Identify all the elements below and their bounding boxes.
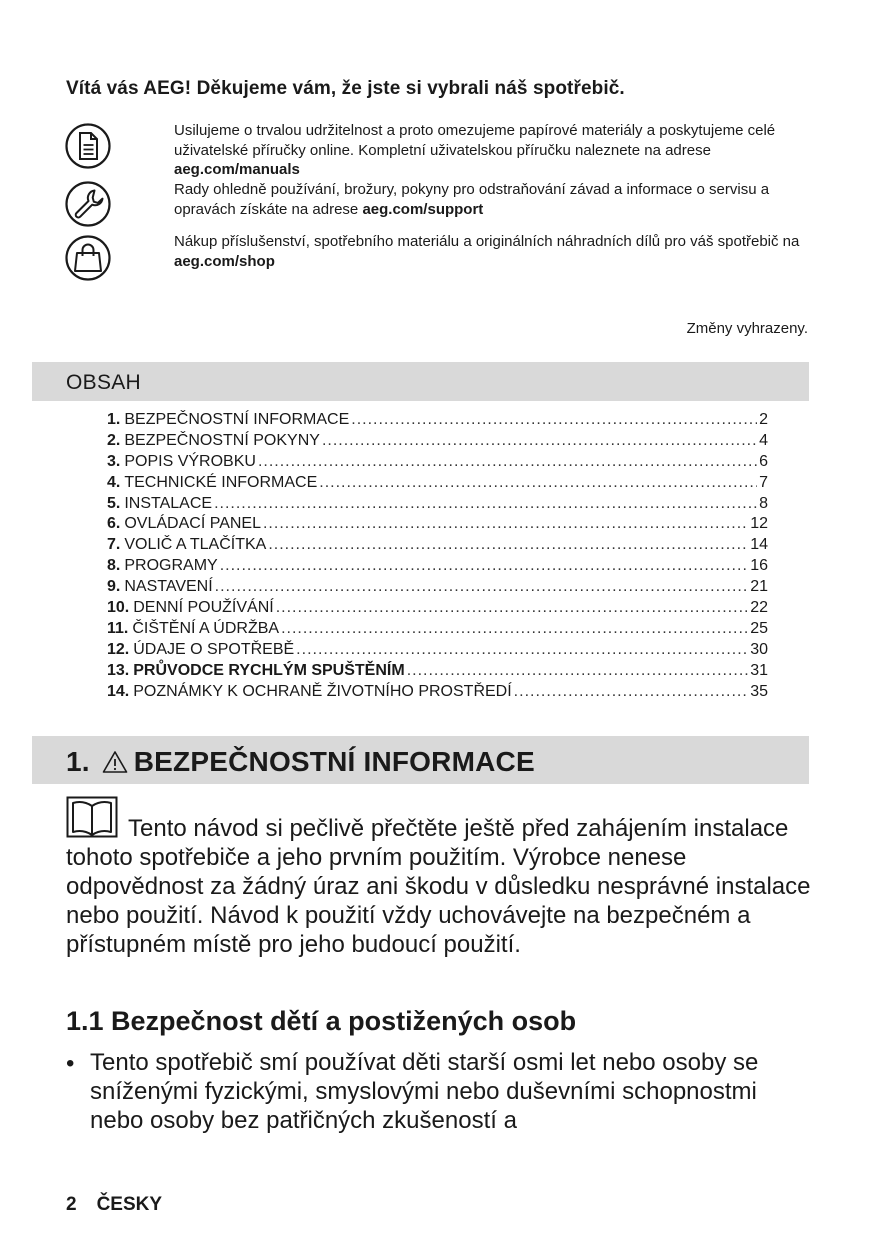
toc-item-page: 12 <box>750 515 768 533</box>
toc-item-page: 14 <box>750 536 768 554</box>
info-shop <box>174 232 814 271</box>
manuals-link[interactable]: aeg.com/manuals <box>174 161 300 178</box>
toc-item-page: 4 <box>759 431 768 449</box>
toc-item-page: 25 <box>750 619 768 637</box>
toc-item[interactable] <box>107 514 768 535</box>
info-support <box>174 180 814 219</box>
toc-item[interactable] <box>107 640 768 661</box>
toc-item[interactable] <box>107 535 768 556</box>
toc-item-label: BEZPEČNOSTNÍ INFORMACE <box>124 411 350 428</box>
toc-item-label: POZNÁMKY K OCHRANĚ ŽIVOTNÍHO PROSTŘEDÍ <box>133 682 512 700</box>
toc-item-label: POPIS VÝROBKU <box>124 452 256 470</box>
page-number: 2 <box>66 1194 77 1215</box>
toc-leader-dots <box>214 494 757 515</box>
subsection-title: 1.1 Bezpečnost dětí a postižených osob <box>66 1006 577 1036</box>
info-shop-text: Nákup příslušenství, spotřebního materiálu a originálních náhradních dílů pro váš spotřebič na <box>174 233 800 250</box>
welcome-heading: Vítá vás AEG! Děkujeme vám, že jste si vybrali náš spotřebič. <box>66 78 625 99</box>
toc-item-number: 3. <box>107 452 121 470</box>
toc-item-number: 1. <box>107 411 121 428</box>
support-link[interactable]: aeg.com/support <box>362 200 484 218</box>
toc-item-page: 7 <box>759 473 768 491</box>
toc-item-label: DENNÍ POUŽÍVÁNÍ <box>133 599 274 617</box>
toc-item-number: 13. <box>107 661 130 679</box>
toc-item[interactable] <box>107 598 768 619</box>
toc-item[interactable] <box>107 473 768 494</box>
safety-intro-text <box>66 814 811 959</box>
toc-item[interactable] <box>107 431 768 452</box>
toc-item-number: 4. <box>107 473 121 491</box>
bullet-text: Tento spotřebič smí používat děti starší osmi let nebo osoby se sníženými fyzickými, smyslovými nebo duševními schopnostmi nebo osoby bez patřičných zkušeností a <box>90 1049 759 1134</box>
toc-item-label: INSTALACE <box>124 494 213 512</box>
toc-item-page: 31 <box>750 661 768 679</box>
toc-item[interactable] <box>107 410 768 431</box>
toc-item-page: 35 <box>750 682 768 700</box>
toc-list <box>107 410 768 702</box>
toc-leader-dots <box>220 556 749 577</box>
info-manuals <box>174 121 814 180</box>
toc-item-page: 16 <box>750 557 768 575</box>
toc-item[interactable] <box>107 619 768 640</box>
toc-item-number: 6. <box>107 515 121 533</box>
wrench-icon <box>64 180 112 228</box>
toc-item-label: PROGRAMY <box>124 557 218 575</box>
info-support-text: Rady ohledně používání, brožury, pokyny pro odstraňování závad a informace o servisu a opravách získáte na adrese <box>174 181 770 218</box>
toc-item-label: BEZPEČNOSTNÍ POKYNY <box>124 431 320 449</box>
toc-item-page: 8 <box>759 494 768 512</box>
info-manuals-text: Usilujeme o trvalou udržitelnost a proto omezujeme papírové materiály a poskytujeme celé uživatelské příručky online. Kompletní uživatelskou příručku naleznete na adrese <box>174 122 776 159</box>
toc-leader-dots <box>263 514 748 535</box>
toc-item-number: 2. <box>107 431 121 449</box>
toc-leader-dots <box>319 473 757 494</box>
toc-item-label: PRŮVODCE RYCHLÝM SPUŠTĚNÍM <box>133 661 405 679</box>
toc-item[interactable] <box>107 494 768 515</box>
toc-item-label: ČIŠTĚNÍ A ÚDRŽBA <box>132 619 280 637</box>
toc-item[interactable] <box>107 577 768 598</box>
toc-item-number: 10. <box>107 599 130 617</box>
section-number: 1. <box>66 746 90 777</box>
toc-item-label: VOLIČ A TLAČÍTKA <box>124 536 267 554</box>
toc-item[interactable] <box>107 556 768 577</box>
toc-item-number: 9. <box>107 578 121 596</box>
toc-item[interactable] <box>107 452 768 473</box>
toc-title: OBSAH <box>66 371 142 394</box>
page-footer <box>66 1194 162 1216</box>
document-icon <box>64 122 112 170</box>
toc-item-label: TECHNICKÉ INFORMACE <box>124 473 318 491</box>
toc-leader-dots <box>296 640 748 661</box>
toc-item-label: ÚDAJE O SPOTŘEBĚ <box>133 640 295 658</box>
shop-link[interactable]: aeg.com/shop <box>174 252 275 270</box>
toc-item-label: NASTAVENÍ <box>124 578 213 596</box>
toc-item-page: 22 <box>750 599 768 617</box>
toc-item-number: 7. <box>107 536 121 554</box>
toc-leader-dots <box>281 619 748 640</box>
section-title-text: BEZPEČNOSTNÍ INFORMACE <box>133 746 535 777</box>
toc-leader-dots <box>258 452 757 473</box>
section-title <box>66 746 535 781</box>
toc-item-number: 8. <box>107 557 121 575</box>
footer-language: ČESKY <box>96 1194 163 1215</box>
toc-item-number: 12. <box>107 640 130 658</box>
toc-item-number: 14. <box>107 682 130 700</box>
section-header-bar <box>32 736 809 784</box>
toc-leader-dots <box>407 661 749 682</box>
toc-item-page: 21 <box>750 578 768 596</box>
toc-leader-dots <box>276 598 748 619</box>
toc-leader-dots <box>514 682 749 703</box>
warning-icon <box>102 749 128 781</box>
toc-item-number: 11. <box>107 619 129 637</box>
changes-note: Změny vyhrazeny. <box>686 320 808 337</box>
toc-item-page: 6 <box>759 452 768 470</box>
toc-leader-dots <box>351 410 757 431</box>
toc-item-label: OVLÁDACÍ PANEL <box>124 515 261 533</box>
toc-item[interactable] <box>107 682 768 703</box>
toc-leader-dots <box>268 535 748 556</box>
toc-item-page: 2 <box>759 411 768 428</box>
toc-leader-dots <box>215 577 749 598</box>
toc-header-bar <box>32 362 809 401</box>
toc-item[interactable] <box>107 661 768 682</box>
toc-item-number: 5. <box>107 494 121 512</box>
toc-leader-dots <box>322 431 757 452</box>
shopping-bag-icon <box>64 234 112 282</box>
bullet-marker: • <box>66 1050 75 1077</box>
safety-intro-body: Tento návod si pečlivě přečtěte ještě před zahájením instalace tohoto spotřebiče a jeho prvním použitím. Výrobce nenese odpovědnost za žádný úraz ani škodu v důsledku nesprávné instalace nebo použití. Návod k použití vždy uchovávejte na bezpečném a přístupném místě pro jeho budoucí použití. <box>66 815 811 958</box>
toc-item-page: 30 <box>750 640 768 658</box>
